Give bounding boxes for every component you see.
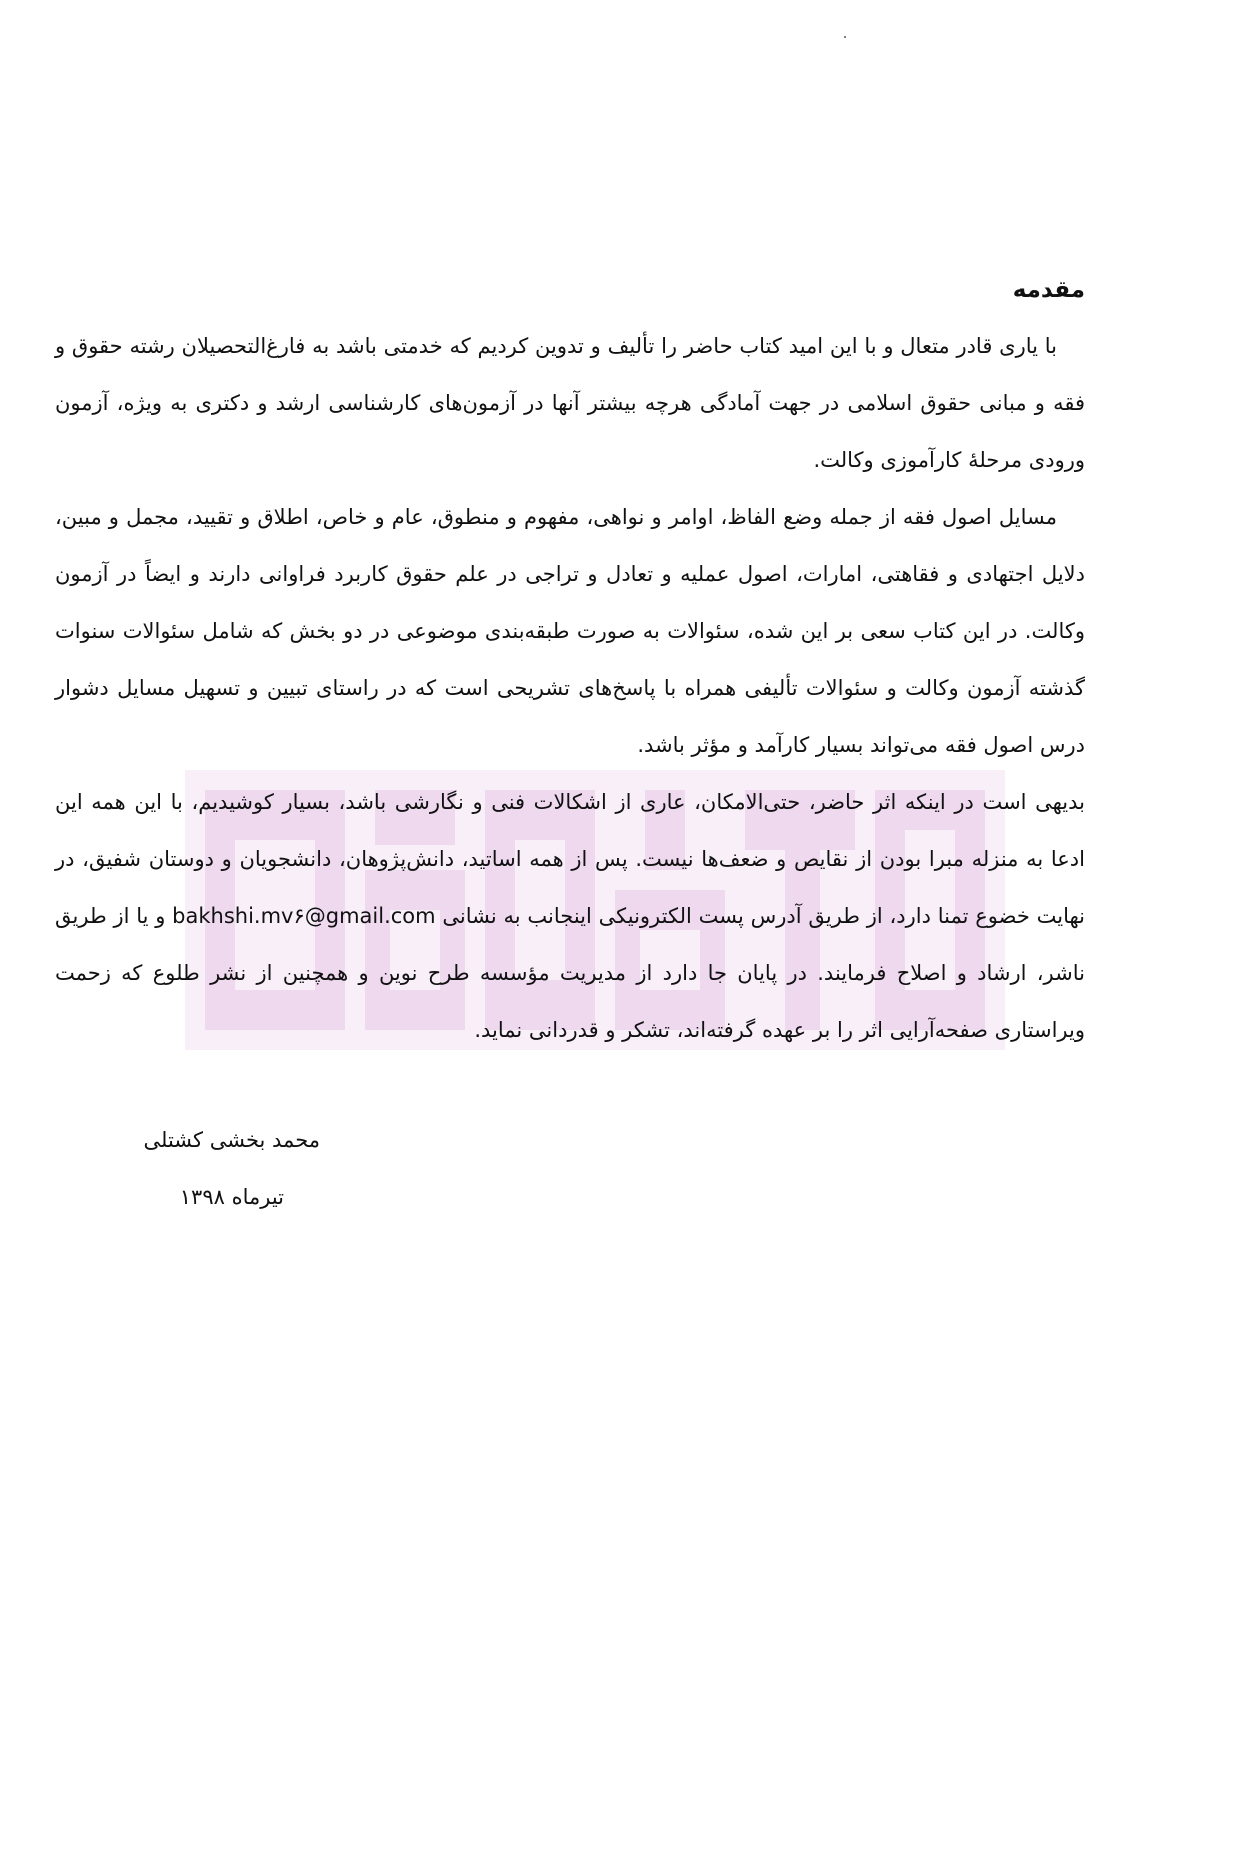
preface-heading: مقدمه	[1012, 277, 1085, 303]
signature-date: تیرماه ۱۳۹۸	[179, 1185, 284, 1209]
author-email: bakhshi.mv۶@gmail.com	[172, 904, 436, 928]
author-name: محمد بخشی کشتلی	[143, 1128, 320, 1152]
paragraph-acknowledgement	[55, 774, 1085, 1059]
scan-speck	[844, 36, 846, 38]
paragraph-topics: مسایل اصول فقه از جمله وضع الفاظ، اوامر و نواهی، مفهوم و منطوق، عام و خاص، اطلاق و تقیید، مجمل و مبین، دلایل اجتهادی و فقاهتی، امارات، اصول عملیه و تعادل و تراجی در علم حقوق کاربرد فراوانی دارند و ایضاً در آزمون وکالت. در این کتاب سعی بر این شده، سئوالات به صورت طبقه‌بندی موضوعی در دو بخش که شامل سئوالات سنوات گذشته آزمون وکالت و سئوالات تألیفی همراه با پاسخ‌های تشریحی است که در راستای تبیین و تسهیل مسایل دشوار درس اصول فقه می‌تواند بسیار کارآمد و مؤثر باشد.	[55, 505, 1085, 757]
acknowledgement-text-end: و یا از طریق ناشر، ارشاد و اصلاح فرمایند. در پایان جا دارد از مدیریت مؤسسه طرح نوین و همچنین از نشر طلوع که زحمت ویراستاری صفحه‌آرایی اثر را بر عهده گرفته‌اند، تشکر و قدردانی نماید.	[55, 904, 1085, 1042]
preface-body	[55, 270, 1085, 1059]
acknowledgement-text-start: بدیهی است در اینکه اثر حاضر، حتی‌الامکان، عاری از اشکالات فنی و نگارشی باشد، بسیار کوشیدیم، با این همه این ادعا به منزله مبرا بودن از نقایص و ضعف‌ها نیست. پس از همه اساتید، دانش‌پژوهان، دانشجویان و دوستان شفیق، در نهایت خضوع تمنا دارد، از طریق آدرس پست الکترونیکی اینجانب به نشانی	[55, 790, 1086, 928]
signature-block	[100, 1112, 320, 1226]
paragraph-purpose: با یاری قادر متعال و با این امید کتاب حاضر را تألیف و تدوین کردیم که خدمتی باشد به فارغ‌التحصیلان رشته حقوق و فقه و مبانی حقوق اسلامی در جهت آمادگی هرچه بیشتر آنها در آزمون‌های کارشناسی ارشد و دکتری به ویژه، آزمون ورودی مرحلهٔ کارآموزی وکالت.	[55, 334, 1085, 472]
